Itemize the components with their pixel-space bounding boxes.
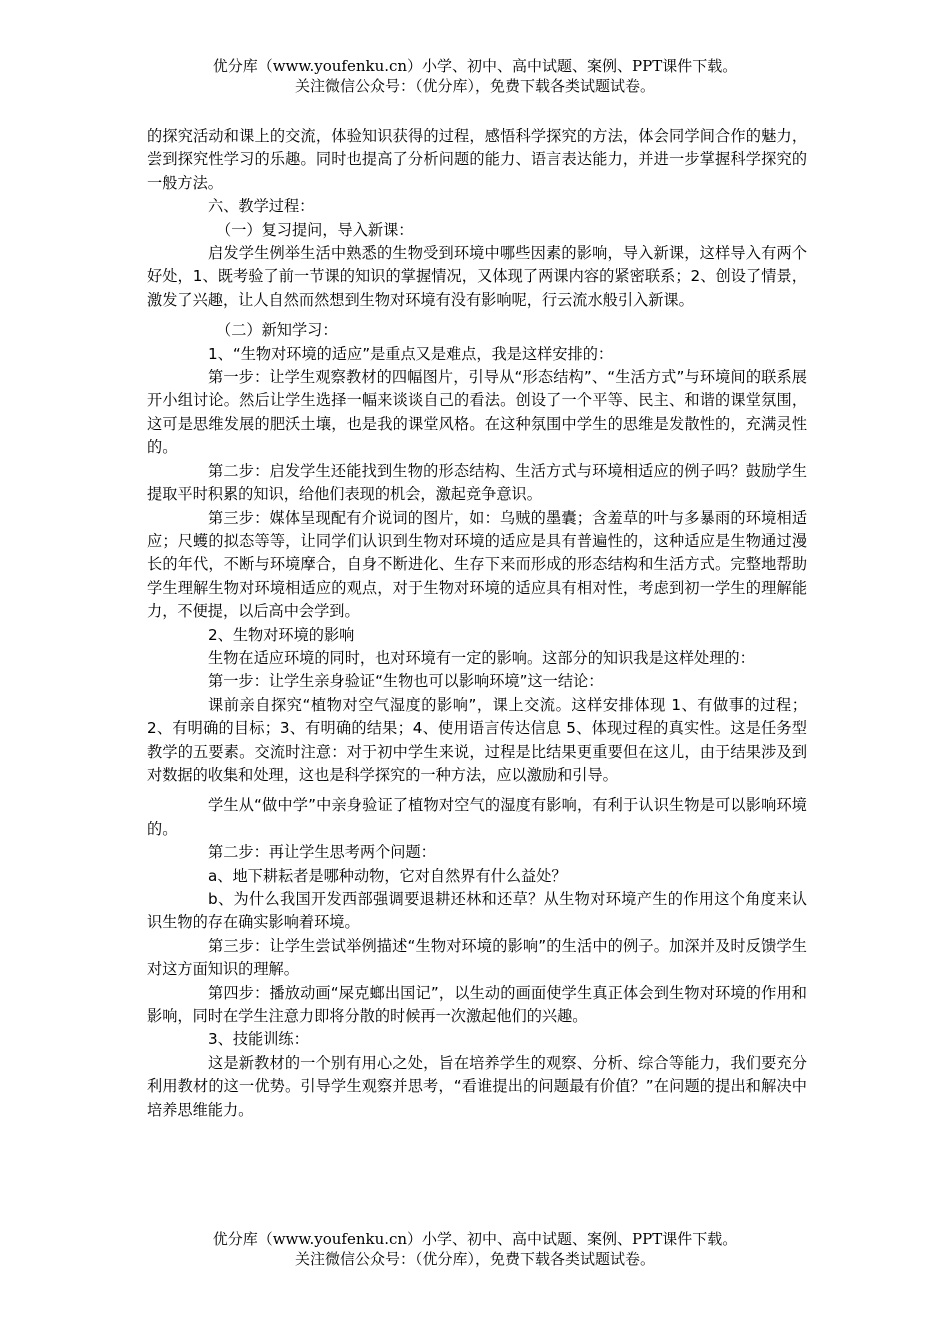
- paragraph-influence-step-2: 第二步：再让学生思考两个问题：: [208, 843, 436, 862]
- header-line-2: 关注微信公众号：（优分库），免费下载各类试题试卷。: [294, 77, 655, 95]
- paragraph-step-1: 第一步：让学生观察教材的四幅图片，引导从“形态结构”、“生活方式”与环境间的联系展开小组讨论。然后让学生选择一幅来谈谈自己的看法。创设了一个平等、民主、和谐的课堂氛围，这可是思维发展的肥沃土壤，也是我的课堂风格。在这种氛围中学生的思维是发散性的，充满灵性的。: [147, 368, 807, 457]
- heading-adaptation: 1、“生物对环境的适应”是重点又是难点，我是这样安排的：: [208, 344, 614, 363]
- heading-skill-training: 3、技能训练：: [208, 1030, 309, 1049]
- heading-influence: 2、生物对环境的影响: [208, 625, 355, 644]
- paragraph-influence-intro: 生物在适应环境的同时，也对环境有一定的影响。这部分的知识我是这样处理的：: [208, 648, 755, 667]
- heading-teaching-process: 六、教学过程：: [208, 197, 315, 216]
- footer-line-2: 关注微信公众号：（优分库），免费下载各类试题试卷。: [294, 1250, 655, 1268]
- paragraph-influence-step-1: 第一步：让学生亲身验证“生物也可以影响环境”这一结论：: [208, 672, 604, 691]
- question-b: b、为什么我国开发西部强调要退耕还林和还草？从生物对环境产生的作用这个角度来认识生物的存在确实影响着环境。: [147, 890, 807, 932]
- page-header: [0, 56, 950, 96]
- page-footer: [0, 1229, 950, 1269]
- paragraph-skill-training: 这是新教材的一个别有用心之处，旨在培养学生的观察、分析、综合等能力，我们要充分利用教材的这一优势。引导学生观察并思考，“看谁提出的问题最有价值？”在问题的提出和解决中培养思维能力。: [147, 1053, 807, 1119]
- paragraph-step-2: 第二步：启发学生还能找到生物的形态结构、生活方式与环境相适应的例子吗？鼓励学生提取平时积累的知识，给他们表现的机会，激起竞争意识。: [147, 461, 807, 504]
- paragraph-influence-step-4: 第四步：播放动画“屎克螂出国记”，以生动的画面使学生真正体会到生物对环境的作用和影响，同时在学生注意力即将分散的时候再一次激起他们的兴趣。: [147, 983, 807, 1026]
- paragraph-experiment: 课前亲自探究“植物对空气湿度的影响”，课上交流。这样安排体现 1、有做事的过程；2、有明确的目标；3、有明确的结果；4、使用语言传达信息 5、体现过程的真实性。这是任务型教学的五要素。交流时注意：对于初中学生来说，过程是比结果更重要但在这儿，由于结果涉及到对数据的收集和处理，这也是科学探究的一种方法，应以激励和引导。: [147, 695, 807, 784]
- heading-new-knowledge: （二）新知学习：: [216, 321, 338, 340]
- paragraph-influence-step-3: 第三步：让学生尝试举例描述“生物对环境的影响”的生活中的例子。加深并及时反馈学生对这方面知识的理解。: [147, 936, 807, 979]
- question-a: a、地下耕耘者是哪种动物，它对自然界有什么益处？: [208, 866, 567, 885]
- footer-line-1: 优分库（www.youfenku.cn）小学、初中、高中试题、案例、PPT课件下载。: [212, 1230, 738, 1248]
- paragraph-review: 启发学生例举生活中熟悉的生物受到环境中哪些因素的影响，导入新课，这样导入有两个好处，1、既考验了前一节课的知识的掌握情况，又体现了两课内容的紧密联系；2、创设了情景，激发了兴趣，让人自然而然想到生物对环境有没有影响呢，行云流水般引入新课。: [147, 244, 807, 309]
- paragraph-learning-by-doing: 学生从“做中学”中亲身验证了植物对空气的湿度有影响，有利于认识生物是可以影响环境的。: [147, 796, 807, 838]
- paragraph-step-3: 第三步：媒体呈现配有介说词的图片，如：乌贼的墨囊；含羞草的叶与多暴雨的环境相适应；尺蠖的拟态等等，让同学们认识到生物对环境的适应是具有普遍性的，这种适应是生物通过漫长的年代，不断与环境摩合，自身不断进化、生存下来而形成的形态结构和生活方式。完整地帮助学生理解生物对环境相适应的观点，对于生物对环境的适应具有相对性，考虑到初一学生的理解能力，不便提，以后高中会学到。: [147, 508, 807, 621]
- header-line-1: 优分库（www.youfenku.cn）小学、初中、高中试题、案例、PPT课件下载。: [212, 57, 738, 75]
- document-body: [147, 125, 807, 1122]
- heading-review: （一）复习提问，导入新课：: [216, 220, 414, 239]
- paragraph-intro-continued: 的探究活动和课上的交流，体验知识获得的过程，感悟科学探究的方法，体会同学间合作的魅力，尝到探究性学习的乐趣。同时也提高了分析问题的能力、语言表达能力，并进一步掌握科学探究的一般方法。: [147, 127, 807, 192]
